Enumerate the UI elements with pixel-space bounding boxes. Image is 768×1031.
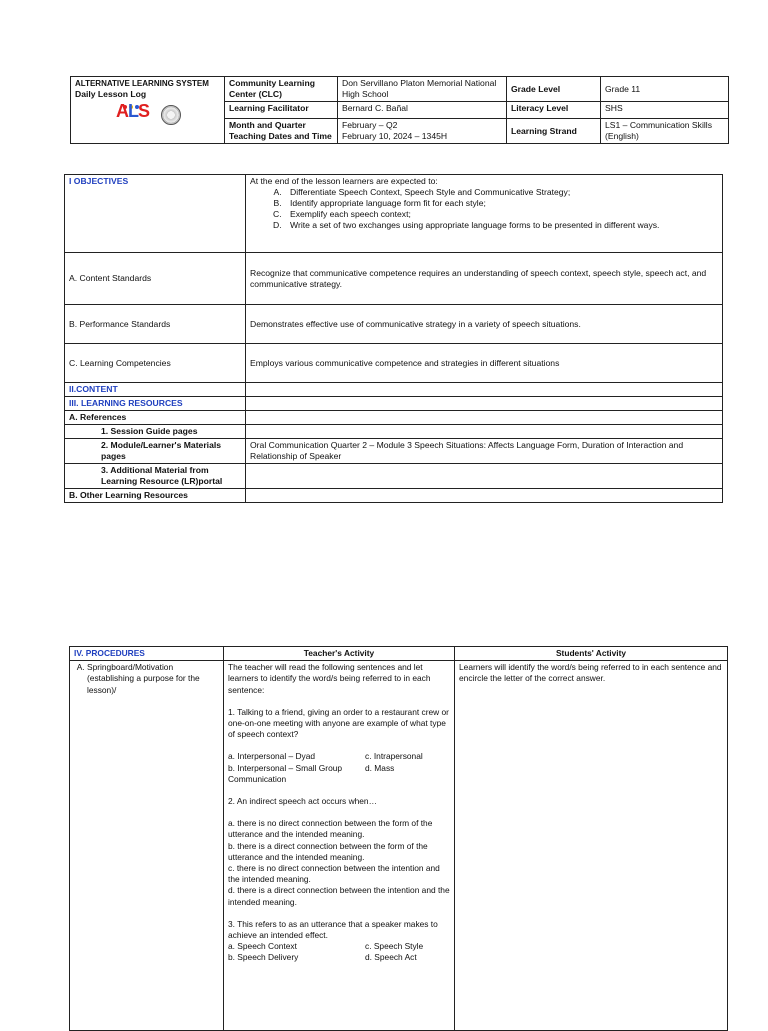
q2-option-b: b. there is a direct connection between the form of the utterance and the intended meaning. [228, 840, 428, 862]
other-resources-label: B. Other Learning Resources [65, 489, 246, 503]
strand-label: Learning Strand [507, 119, 601, 144]
facilitator-label: Learning Facilitator [225, 102, 338, 119]
q2-option-a: a. there is no direct connection between the form of the utterance and the intended meaning. [228, 818, 433, 840]
question-1: 1. Talking to a friend, giving an order to a restaurant crew or one-on-one meeting with anyone are example of what type of speech context? [228, 706, 449, 740]
literacy-label: Literacy Level [507, 102, 601, 119]
teacher-activity-cell [224, 661, 455, 1031]
learning-competencies-value: Employs various communicative competence and strategies in different situations [246, 344, 723, 383]
q3-option-d: d. Speech Act [365, 952, 417, 963]
student-activity-cell: Learners will identify the word/s being referred to in each sentence and encircle the letter of the correct answer. [455, 661, 728, 1031]
month-label: Month and Quarter Teaching Dates and Time [225, 119, 338, 144]
q3-options-row1 [228, 941, 450, 952]
month-quarter: February – Q2 [342, 120, 398, 130]
deped-seal-icon [161, 105, 181, 125]
performance-standards-value: Demonstrates effective use of communicative strategy in a variety of speech situations. [246, 305, 723, 344]
learning-competencies-label: C. Learning Competencies [65, 344, 246, 383]
module-value: Oral Communication Quarter 2 – Module 3 Speech Situations: Affects Language Form, Duration of Interaction and Relationship of Speaker [246, 439, 723, 464]
objective-item: A. Differentiate Speech Context, Speech Style and Communicative Strategy; [284, 187, 718, 198]
procedures-table [69, 646, 728, 1031]
grade-label: Grade Level [507, 77, 601, 102]
q1-options-row2 [228, 763, 450, 774]
logo-text: ALS [116, 101, 150, 121]
q1-option-a: a. Interpersonal – Dyad [228, 751, 316, 762]
als-title: ALTERNATIVE LEARNING SYSTEM [75, 79, 209, 88]
objective-item: D. Write a set of two exchanges using appropriate language forms to be presented in different ways. [284, 220, 718, 231]
objective-item: B. Identify appropriate language form fit for each style; [284, 198, 718, 209]
student-activity-header: Students' Activity [455, 647, 728, 661]
procedure-step-a [70, 661, 224, 1031]
objectives-body [246, 175, 723, 253]
procedure-steps-list [74, 662, 219, 696]
performance-standards-label: B. Performance Standards [65, 305, 246, 344]
additional-material-value [246, 464, 723, 489]
content-standards-label: A. Content Standards [65, 253, 246, 305]
literacy-value: SHS [601, 102, 729, 119]
session-guide-label: 1. Session Guide pages [65, 425, 246, 439]
q3-option-a: a. Speech Context [228, 941, 297, 952]
q1-options-row1 [228, 751, 450, 762]
teacher-activity-header: Teacher's Activity [224, 647, 455, 661]
q1-option-c: c. Intrapersonal [365, 751, 423, 762]
content-value [246, 383, 723, 397]
objective-item: C. Exemplify each speech context; [284, 209, 718, 220]
q2-option-c: c. there is no direct connection between the intention and the intended meaning. [228, 863, 440, 885]
other-resources-value [246, 489, 723, 503]
objectives-table [64, 174, 723, 503]
resources-title: III. LEARNING RESOURCES [65, 397, 246, 411]
als-cell [71, 77, 225, 144]
q1-option-d-cont: Communication [228, 773, 287, 784]
q3-option-b: b. Speech Delivery [228, 952, 299, 963]
module-label: 2. Module/Learner's Materials pages [65, 439, 246, 464]
teacher-intro: The teacher will read the following sentences and let learners to identify the word/s being referred to in each sentence: [228, 662, 431, 695]
header-table [70, 76, 729, 144]
als-logo [75, 101, 220, 128]
question-2: 2. An indirect speech act occurs when… [228, 796, 377, 807]
session-guide-value [246, 425, 723, 439]
objectives-title: I OBJECTIVES [65, 175, 246, 253]
grade-value: Grade 11 [601, 77, 729, 102]
references-label: A. References [65, 411, 246, 425]
dll-title: Daily Lesson Log [75, 89, 147, 99]
content-standards-value: Recognize that communicative competence requires an understanding of speech context, speech style, speech act, and communicative strategy. [246, 253, 723, 305]
q2-option-d: d. there is a direct connection between the intention and the intended meaning. [228, 885, 450, 907]
procedures-title: IV. PROCEDURES [70, 647, 224, 661]
clc-label: Community Learning Center (CLC) [225, 77, 338, 102]
springboard-step: A. Springboard/Motivation (establishing a purpose for the lesson)/ [87, 662, 219, 696]
q1-option-b: b. Interpersonal – Small Group [228, 762, 343, 773]
references-value [246, 411, 723, 425]
teaching-date-time: February 10, 2024 – 1345H [342, 131, 448, 141]
q1-option-d: d. Mass [365, 762, 395, 773]
objectives-intro: At the end of the lesson learners are expected to: [250, 176, 438, 186]
strand-value: LS1 – Communication Skills (English) [601, 119, 729, 144]
clc-value: Don Servillano Platon Memorial National High School [338, 77, 507, 102]
q3-options-row2 [228, 952, 450, 963]
objectives-list [250, 187, 718, 231]
question-3: 3. This refers to as an utterance that a speaker makes to achieve an intended effect. [228, 918, 438, 941]
facilitator-value: Bernard C. Bañal [338, 102, 507, 119]
resources-value [246, 397, 723, 411]
content-title: II.CONTENT [65, 383, 246, 397]
month-value [338, 119, 507, 144]
additional-material-label: 3. Additional Material from Learning Resource (LR)portal [65, 464, 246, 489]
q3-option-c: c. Speech Style [365, 941, 424, 952]
